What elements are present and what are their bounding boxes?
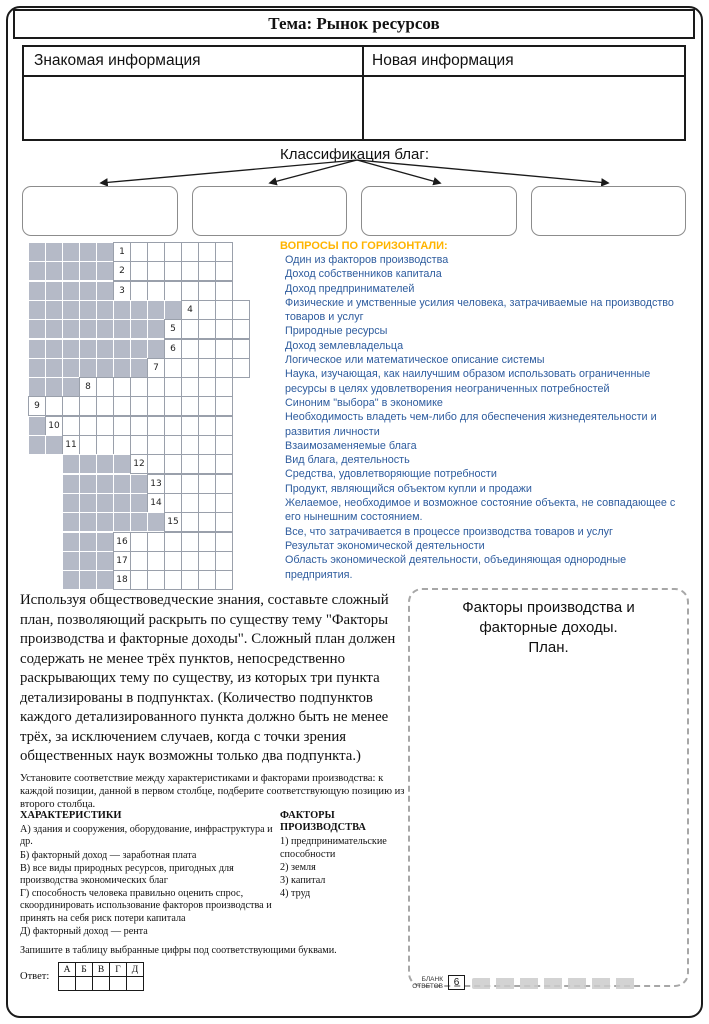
crossword-cell[interactable] — [215, 416, 233, 436]
crossword-filler-cell — [113, 300, 131, 320]
answer-sheet-label: БЛАНК ОТВЕТОВ — [412, 976, 443, 990]
crossword-filler-cell — [79, 339, 97, 359]
crossword-number: 6 — [170, 344, 176, 354]
crossword-cell[interactable] — [147, 532, 165, 552]
crossword-filler-cell — [62, 261, 80, 281]
crossword-filler-cell — [79, 358, 97, 378]
crossword-filler-cell — [79, 551, 97, 571]
crossword-cell[interactable] — [198, 570, 216, 590]
crossword-number: 5 — [170, 324, 176, 334]
crossword-cell[interactable] — [113, 281, 131, 301]
crossword-question: Все, что затрачивается в процессе производства товаров и услуг — [285, 525, 613, 538]
factor-item: 1) предпринимательские способности — [280, 836, 387, 860]
crossword-cell[interactable] — [215, 300, 233, 320]
characteristics-list — [20, 824, 274, 938]
characteristics-header: ХАРАКТЕРИСТИКИ — [20, 810, 122, 821]
crossword-cell[interactable] — [215, 512, 233, 532]
crossword-filler-cell — [96, 493, 114, 513]
crossword-cell[interactable] — [198, 358, 216, 378]
characteristic-item: Д) факторный доход — рента — [20, 925, 148, 937]
crossword-filler-cell — [79, 532, 97, 552]
crossword-filler-cell — [113, 493, 131, 513]
crossword-cell[interactable] — [181, 570, 199, 590]
answer-input-cell[interactable] — [109, 976, 127, 991]
crossword-filler-cell — [96, 300, 114, 320]
crossword-filler-cell — [62, 319, 80, 339]
plan-box-subtitle: План. — [528, 639, 569, 656]
crossword-cell[interactable] — [215, 358, 233, 378]
crossword-question: Природные ресурсы — [285, 325, 388, 338]
crossword-filler-cell — [28, 281, 46, 301]
crossword-filler-cell — [62, 281, 80, 301]
crossword-cell[interactable] — [164, 261, 182, 281]
answer-label: Ответ: — [20, 971, 50, 982]
crossword-cell[interactable] — [198, 474, 216, 494]
crossword-cell[interactable] — [198, 551, 216, 571]
crossword-filler-cell — [28, 300, 46, 320]
crossword-filler-cell — [79, 281, 97, 301]
crossword-cell[interactable] — [198, 493, 216, 513]
crossword-filler-cell — [113, 454, 131, 474]
crossword-filler-cell — [96, 551, 114, 571]
crossword-question: Средства, удовлетворяющие потребности — [285, 468, 497, 481]
crossword-cell[interactable] — [232, 358, 250, 378]
crossword-cell[interactable] — [181, 474, 199, 494]
crossword-filler-cell — [45, 377, 63, 397]
crossword-cell[interactable] — [164, 281, 182, 301]
classification-label: Классификация благ: — [279, 146, 430, 163]
crossword-questions-panel — [280, 240, 685, 582]
crossword-filler-cell — [62, 454, 80, 474]
crossword-filler-cell — [45, 300, 63, 320]
crossword-filler-cell — [28, 319, 46, 339]
crossword-filler-cell — [79, 474, 97, 494]
crossword-cell[interactable] — [215, 396, 233, 416]
crossword-filler-cell — [28, 261, 46, 281]
crossword-cell[interactable] — [215, 454, 233, 474]
crossword-number: 1 — [119, 247, 125, 257]
page-title: Тема: Рынок ресурсов — [13, 9, 695, 39]
crossword-filler-cell — [130, 512, 148, 532]
crossword-filler-cell — [28, 377, 46, 397]
crossword-cell[interactable] — [181, 300, 199, 320]
crossword-cell[interactable] — [198, 261, 216, 281]
crossword-cell[interactable] — [113, 435, 131, 455]
crossword-filler-cell — [96, 319, 114, 339]
crossword-cell[interactable] — [164, 319, 182, 339]
crossword-cell[interactable] — [232, 319, 250, 339]
crossword-cell[interactable] — [164, 512, 182, 532]
crossword-question: Логическое или математическое описание системы — [285, 354, 545, 367]
factors-list — [280, 836, 410, 900]
crossword-question: Результат экономической деятельности — [285, 539, 485, 552]
page-number: 6 — [448, 975, 465, 990]
crossword-cell[interactable] — [130, 454, 148, 474]
crossword-filler-cell — [113, 512, 131, 532]
crossword-cell[interactable] — [113, 261, 131, 281]
crossword-cell[interactable] — [113, 416, 131, 436]
crossword-cell[interactable] — [147, 377, 165, 397]
crossword-cell[interactable] — [147, 416, 165, 436]
crossword-number: 17 — [116, 556, 128, 566]
answer-input-cell[interactable] — [75, 976, 93, 991]
answer-input-cell[interactable] — [126, 976, 144, 991]
crossword-cell[interactable] — [147, 570, 165, 590]
crossword-filler-cell — [130, 339, 148, 359]
crossword-filler-cell — [96, 532, 114, 552]
crossword-cell[interactable] — [181, 396, 199, 416]
crossword-filler-cell — [62, 551, 80, 571]
crossword-cell[interactable] — [147, 242, 165, 262]
crossword-question: Наука, изучающая, как наилучшим образом использовать ограниченные ресурсы в целях удовлетворения неограниченных потребностей — [285, 368, 651, 395]
crossword-filler-cell — [113, 339, 131, 359]
crossword-cell[interactable] — [215, 570, 233, 590]
crossword-cell[interactable] — [130, 570, 148, 590]
crossword-cell[interactable] — [215, 281, 233, 301]
answer-table — [58, 962, 144, 991]
crossword-number: 16 — [116, 537, 128, 547]
crossword-cell[interactable] — [147, 454, 165, 474]
crossword-question: Необходимость владеть чем-либо для обеспечения жизнедеятельности и развития личности — [285, 411, 657, 438]
matching-intro: Установите соответствие между характеристиками и факторами производства: к каждой позиции, данной в первом столбце, подберите соответствующую позицию из второго столбца. — [20, 773, 405, 810]
crossword-cell[interactable] — [164, 435, 182, 455]
crossword-question: Один из факторов производства — [285, 254, 449, 266]
crossword-cell[interactable] — [62, 396, 80, 416]
watermark — [472, 978, 640, 989]
matching-instruction: Запишите в таблицу выбранные цифры под соответствующими буквами. — [20, 945, 337, 956]
crossword-cell[interactable] — [215, 319, 233, 339]
crossword-cell[interactable] — [215, 339, 233, 359]
crossword-cell[interactable] — [181, 454, 199, 474]
crossword-filler-cell — [96, 512, 114, 532]
crossword-filler-cell — [45, 261, 63, 281]
crossword-cell[interactable] — [147, 551, 165, 571]
classification-box-2[interactable] — [192, 186, 348, 236]
factors-column — [280, 810, 410, 901]
crossword-filler-cell — [28, 339, 46, 359]
crossword-number: 12 — [133, 459, 145, 469]
crossword-cell[interactable] — [215, 377, 233, 397]
crossword-filler-cell — [147, 300, 165, 320]
crossword-cell[interactable] — [164, 358, 182, 378]
crossword-cell[interactable] — [130, 551, 148, 571]
crossword-number: 10 — [48, 421, 60, 431]
crossword-cell[interactable] — [215, 474, 233, 494]
crossword-filler-cell — [28, 435, 46, 455]
crossword-question: Продукт, являющийся объектом купли и продажи — [285, 482, 532, 495]
crossword-number: 13 — [150, 479, 162, 489]
crossword-cell[interactable] — [45, 396, 63, 416]
crossword-questions — [280, 253, 685, 582]
crossword-filler-cell — [130, 493, 148, 513]
crossword-number: 14 — [150, 498, 162, 508]
crossword-filler-cell — [147, 512, 165, 532]
crossword-filler-cell — [147, 339, 165, 359]
crossword-filler-cell — [130, 319, 148, 339]
crossword-cell[interactable] — [181, 281, 199, 301]
crossword-cell[interactable] — [198, 339, 216, 359]
crossword-question: Доход землевладельца — [285, 339, 404, 352]
crossword-filler-cell — [62, 300, 80, 320]
classification-box-1[interactable] — [22, 186, 178, 236]
crossword-number: 18 — [116, 575, 128, 585]
crossword-filler-cell — [79, 242, 97, 262]
crossword-filler-cell — [79, 512, 97, 532]
plan-task-text: Используя обществоведческие знания, составьте сложный план, позволяющий раскрыть по существу тему "Факторы производства и факторные доходы". Сложный план должен содержать не менее трёх пунктов, непосредственно раскрывающих тему по существу, из которых три пункта детализированы в подпунктах. (Количество подпунктов каждого детализированного пункта должно быть не менее трёх, за исключением случаев, когда с точки зрения общественных наук возможны только два подпункта.) — [20, 592, 396, 764]
crossword-cell[interactable] — [181, 261, 199, 281]
crossword-filler-cell — [62, 377, 80, 397]
crossword-cell[interactable] — [130, 416, 148, 436]
crossword-filler-cell — [62, 532, 80, 552]
crossword-filler-cell — [96, 474, 114, 494]
crossword-cell[interactable] — [198, 319, 216, 339]
crossword-filler-cell — [96, 454, 114, 474]
crossword-cell[interactable] — [181, 319, 199, 339]
crossword-cell[interactable] — [130, 261, 148, 281]
crossword-filler-cell — [45, 281, 63, 301]
crossword-cell[interactable] — [164, 339, 182, 359]
crossword-filler-cell — [96, 358, 114, 378]
crossword-filler-cell — [62, 339, 80, 359]
crossword-filler-cell — [130, 358, 148, 378]
crossword-filler-cell — [45, 435, 63, 455]
questions-header: ВОПРОСЫ ПО ГОРИЗОНТАЛИ: — [280, 240, 448, 252]
crossword-cell[interactable] — [232, 339, 250, 359]
crossword-filler-cell — [28, 416, 46, 436]
crossword-filler-cell — [62, 358, 80, 378]
crossword-cell[interactable] — [79, 416, 97, 436]
crossword-cell[interactable] — [130, 396, 148, 416]
crossword-cell[interactable] — [181, 532, 199, 552]
crossword-cell[interactable] — [164, 242, 182, 262]
crossword-question: Физические и умственные усилия человека, затрачиваемые на производство товаров и услуг — [285, 296, 674, 324]
crossword-cell[interactable] — [130, 377, 148, 397]
crossword-filler-cell — [79, 319, 97, 339]
answer-input-cell[interactable] — [92, 976, 110, 991]
crossword-cell[interactable] — [164, 493, 182, 513]
crossword-cell[interactable] — [198, 281, 216, 301]
crossword-number: 7 — [153, 363, 159, 373]
crossword-cell[interactable] — [45, 416, 63, 436]
crossword-filler-cell — [62, 474, 80, 494]
known-info-cell[interactable] — [24, 77, 360, 139]
plan-answer-box[interactable] — [408, 588, 689, 987]
answer-letter-cell: Г — [109, 962, 127, 977]
crossword-number: 4 — [187, 305, 193, 315]
crossword-cell[interactable] — [164, 377, 182, 397]
crossword-cell[interactable] — [96, 396, 114, 416]
crossword-cell[interactable] — [130, 242, 148, 262]
crossword-question: Синоним "выбора" в экономике — [285, 396, 443, 409]
crossword-filler-cell — [96, 281, 114, 301]
crossword-number: 11 — [65, 440, 77, 450]
characteristic-item: Г) способность человека правильно оценить спрос, скоординировать использование факторов производства и принять на себя риск потери капитала — [20, 888, 272, 924]
factors-header: ФАКТОРЫ ПРОИЗВОДСТВА — [280, 810, 366, 834]
crossword-cell[interactable] — [96, 377, 114, 397]
crossword-filler-cell — [130, 300, 148, 320]
crossword-filler-cell — [79, 570, 97, 590]
crossword-cell[interactable] — [147, 261, 165, 281]
characteristic-item: А) здания и сооружения, оборудование, инфраструктура и др. — [20, 824, 273, 848]
answer-letter-cell: А — [58, 962, 76, 977]
crossword-filler-cell — [62, 493, 80, 513]
answer-letters-row — [58, 962, 144, 977]
crossword-cell[interactable] — [181, 435, 199, 455]
crossword-filler-cell — [96, 339, 114, 359]
crossword-cell[interactable] — [181, 358, 199, 378]
crossword-filler-cell — [62, 512, 80, 532]
crossword-cell[interactable] — [79, 396, 97, 416]
crossword-cell[interactable] — [198, 435, 216, 455]
crossword-cell[interactable] — [215, 532, 233, 552]
crossword-cell[interactable] — [215, 551, 233, 571]
answer-input-row — [58, 976, 144, 991]
crossword-filler-cell — [28, 242, 46, 262]
crossword-question: Взаимозаменяемые блага — [285, 439, 417, 452]
crossword-cell[interactable] — [79, 435, 97, 455]
crossword-cell[interactable] — [181, 416, 199, 436]
crossword-filler-cell — [62, 242, 80, 262]
characteristic-item: В) все виды природных ресурсов, пригодных для производства экономических благ — [20, 862, 234, 887]
crossword-filler-cell — [62, 570, 80, 590]
crossword-cell[interactable] — [147, 474, 165, 494]
crossword-number: 3 — [119, 286, 125, 296]
crossword-cell[interactable] — [147, 358, 165, 378]
crossword-cell[interactable] — [113, 532, 131, 552]
crossword-filler-cell — [45, 242, 63, 262]
crossword-filler-cell — [79, 454, 97, 474]
known-info-header: Знакомая информация — [34, 52, 201, 69]
crossword-cell[interactable] — [198, 242, 216, 262]
crossword-number: 8 — [85, 382, 91, 392]
crossword-filler-cell — [164, 300, 182, 320]
crossword-cell[interactable] — [164, 454, 182, 474]
crossword-cell[interactable] — [130, 281, 148, 301]
crossword-filler-cell — [113, 358, 131, 378]
crossword-cell[interactable] — [198, 454, 216, 474]
crossword-cell[interactable] — [181, 339, 199, 359]
crossword-cell[interactable] — [181, 242, 199, 262]
crossword-cell[interactable] — [164, 396, 182, 416]
classification-arrows — [0, 158, 709, 186]
crossword-cell[interactable] — [181, 512, 199, 532]
crossword-filler-cell — [96, 242, 114, 262]
crossword-cell[interactable] — [164, 474, 182, 494]
crossword-cell[interactable] — [232, 300, 250, 320]
crossword-cell[interactable] — [164, 551, 182, 571]
plan-box-title: Факторы производства и факторные доходы. — [462, 599, 635, 636]
factor-item: 4) труд — [280, 888, 311, 900]
crossword-filler-cell — [147, 319, 165, 339]
crossword-cell[interactable] — [147, 281, 165, 301]
crossword-grid — [28, 242, 278, 592]
crossword-cell[interactable] — [215, 261, 233, 281]
crossword-filler-cell — [79, 261, 97, 281]
crossword-cell[interactable] — [164, 570, 182, 590]
crossword-filler-cell — [96, 570, 114, 590]
crossword-cell[interactable] — [198, 396, 216, 416]
crossword-filler-cell — [113, 319, 131, 339]
crossword-question: Область экономической деятельности, объединяющая однородные предприятия. — [285, 554, 627, 581]
crossword-question: Желаемое, необходимое и возможное состояние объекта, не совпадающее с его нынешним состоянием. — [285, 497, 676, 524]
answer-letter-cell: В — [92, 962, 110, 977]
crossword-number: 2 — [119, 266, 125, 276]
crossword-cell[interactable] — [130, 532, 148, 552]
new-info-header: Новая информация — [372, 52, 514, 69]
crossword-filler-cell — [45, 358, 63, 378]
crossword-cell[interactable] — [113, 377, 131, 397]
crossword-filler-cell — [96, 261, 114, 281]
crossword-cell[interactable] — [215, 242, 233, 262]
crossword-cell[interactable] — [198, 532, 216, 552]
answer-letter-cell: Д — [126, 962, 144, 977]
crossword-cell[interactable] — [113, 570, 131, 590]
crossword-cell[interactable] — [96, 435, 114, 455]
crossword-cell[interactable] — [198, 512, 216, 532]
crossword-filler-cell — [113, 474, 131, 494]
crossword-cell[interactable] — [113, 551, 131, 571]
factor-item: 2) земля — [280, 861, 316, 873]
crossword-cell[interactable] — [164, 532, 182, 552]
crossword-filler-cell — [79, 300, 97, 320]
crossword-number: 15 — [167, 517, 179, 527]
crossword-cell[interactable] — [28, 396, 46, 416]
crossword-cell[interactable] — [62, 435, 80, 455]
crossword-filler-cell — [79, 493, 97, 513]
crossword-cell[interactable] — [147, 396, 165, 416]
crossword-cell[interactable] — [198, 300, 216, 320]
characteristic-item: Б) факторный доход — заработная плата — [20, 849, 197, 861]
factor-item: 3) капитал — [280, 875, 326, 887]
classification-boxes — [22, 186, 686, 236]
crossword-filler-cell — [130, 474, 148, 494]
crossword-cell[interactable] — [181, 377, 199, 397]
crossword-cell[interactable] — [164, 416, 182, 436]
crossword-cell[interactable] — [113, 242, 131, 262]
crossword-filler-cell — [45, 339, 63, 359]
characteristics-column — [20, 810, 274, 939]
crossword-cell[interactable] — [113, 396, 131, 416]
crossword-number: 9 — [34, 401, 40, 411]
new-info-cell[interactable] — [364, 77, 684, 139]
classification-box-4[interactable] — [531, 186, 687, 236]
crossword-cell[interactable] — [198, 416, 216, 436]
crossword-question: Доход собственников капитала — [285, 268, 442, 281]
crossword-question: Вид блага, деятельность — [285, 454, 410, 467]
crossword-cell[interactable] — [147, 435, 165, 455]
crossword-cell[interactable] — [215, 435, 233, 455]
answer-input-cell[interactable] — [58, 976, 76, 991]
crossword-cell[interactable] — [181, 493, 199, 513]
crossword-cell[interactable] — [147, 493, 165, 513]
crossword-cell[interactable] — [198, 377, 216, 397]
crossword-cell[interactable] — [96, 416, 114, 436]
crossword-cell[interactable] — [79, 377, 97, 397]
crossword-cell[interactable] — [181, 551, 199, 571]
classification-box-3[interactable] — [361, 186, 517, 236]
crossword-cell[interactable] — [130, 435, 148, 455]
crossword-filler-cell — [45, 319, 63, 339]
info-table — [22, 45, 686, 141]
answer-letter-cell: Б — [75, 962, 93, 977]
crossword-cell[interactable] — [215, 493, 233, 513]
crossword-question: Доход предпринимателей — [285, 282, 415, 295]
crossword-cell[interactable] — [62, 416, 80, 436]
crossword-filler-cell — [28, 358, 46, 378]
